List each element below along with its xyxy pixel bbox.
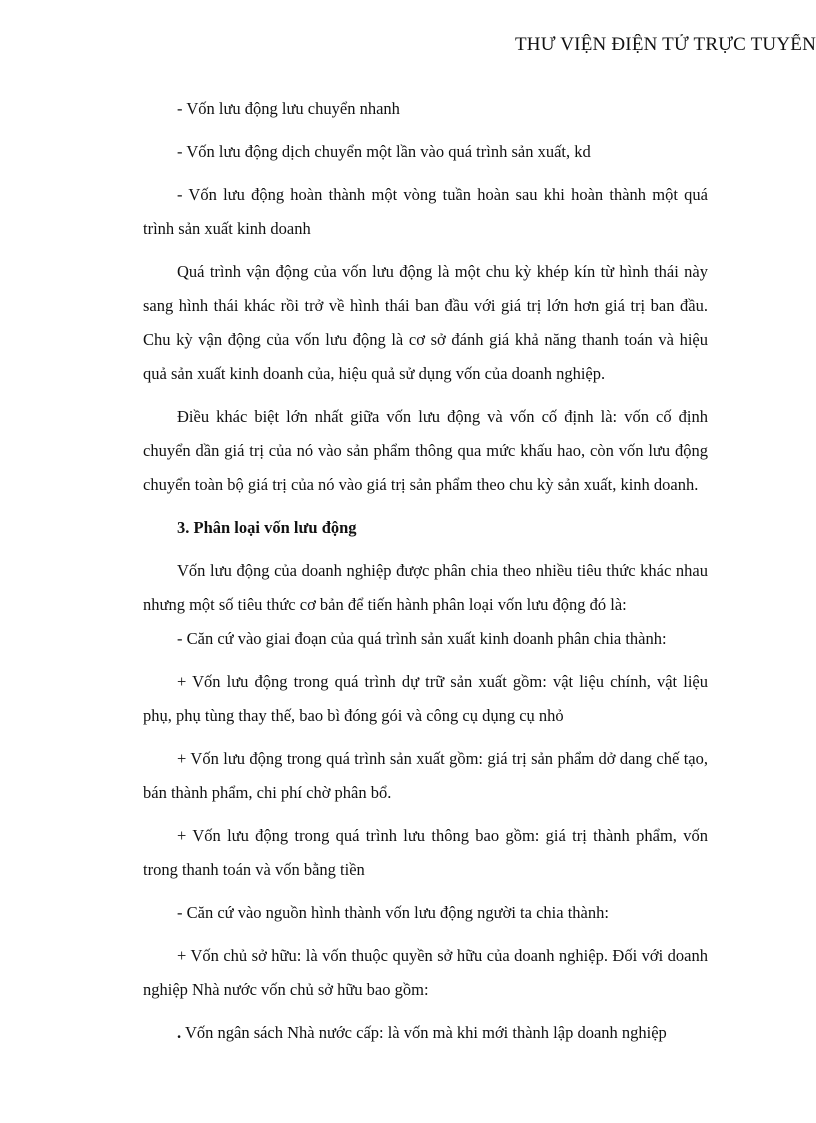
bullet-by-stage: - Căn cứ vào giai đoạn của quá trình sản xuất kinh doanh phân chia thành: [177, 629, 667, 648]
page-header: THƯ VIỆN ĐIỆN TỬ TRỰC TUYẾN [514, 34, 816, 55]
item-dot: . [177, 1023, 182, 1042]
bullet-by-source: - Căn cứ vào nguồn hình thành vốn lưu động người ta chia thành: [177, 903, 609, 922]
item-circulation-stage: + Vốn lưu động trong quá trình lưu thông bao gồm: giá trị thành phẩm, vốn trong thanh toán và vốn bằng tiền [143, 826, 708, 879]
document-body [143, 92, 708, 1050]
paragraph-difference: Điều khác biệt lớn nhất giữa vốn lưu động và vốn cố định là: vốn cố định chuyển dần giá trị của nó vào sản phẩm thông qua mức khấu hao, còn vốn lưu động chuyển toàn bộ giá trị của nó vào giá trị sản phẩm theo chu kỳ sản xuất, kinh doanh. [143, 407, 708, 494]
bullet-single-transfer: - Vốn lưu động dịch chuyển một lần vào quá trình sản xuất, kd [177, 142, 591, 161]
paragraph-classification-intro: Vốn lưu động của doanh nghiệp được phân chia theo nhiều tiêu thức khác nhau nhưng một số tiêu thức cơ bản để tiến hành phân loại vốn lưu động đó là: [143, 561, 708, 614]
bullet-fast-circulation: - Vốn lưu động lưu chuyển nhanh [177, 99, 400, 118]
item-production-stage: + Vốn lưu động trong quá trình sản xuất gồm: giá trị sản phẩm dở dang chế tạo, bán thành phẩm, chi phí chờ phân bổ. [143, 749, 708, 802]
section-heading: 3. Phân loại vốn lưu động [177, 518, 357, 537]
item-owner-equity: + Vốn chủ sở hữu: là vốn thuộc quyền sở hữu của doanh nghiệp. Đối với doanh nghiệp Nhà nước vốn chủ sở hữu bao gồm: [143, 946, 708, 999]
item-state-budget [143, 1016, 708, 1050]
paragraph-movement-cycle: Quá trình vận động của vốn lưu động là một chu kỳ khép kín từ hình thái này sang hình thái khác rồi trở về hình thái ban đầu với giá trị lớn hơn giá trị ban đầu. Chu kỳ vận động của vốn lưu động là cơ sở đánh giá khả năng thanh toán và hiệu quả sản xuất kinh doanh của, hiệu quả sử dụng vốn của doanh nghiệp. [143, 262, 708, 383]
bullet-complete-cycle: - Vốn lưu động hoàn thành một vòng tuần hoàn sau khi hoàn thành một quá trình sản xuất kinh doanh [143, 185, 708, 238]
item-state-budget-text: Vốn ngân sách Nhà nước cấp: là vốn mà khi mới thành lập doanh nghiệp [181, 1023, 667, 1042]
item-reserve-stage: + Vốn lưu động trong quá trình dự trữ sản xuất gồm: vật liệu chính, vật liệu phụ, phụ tùng thay thế, bao bì đóng gói và công cụ dụng cụ nhỏ [143, 672, 708, 725]
